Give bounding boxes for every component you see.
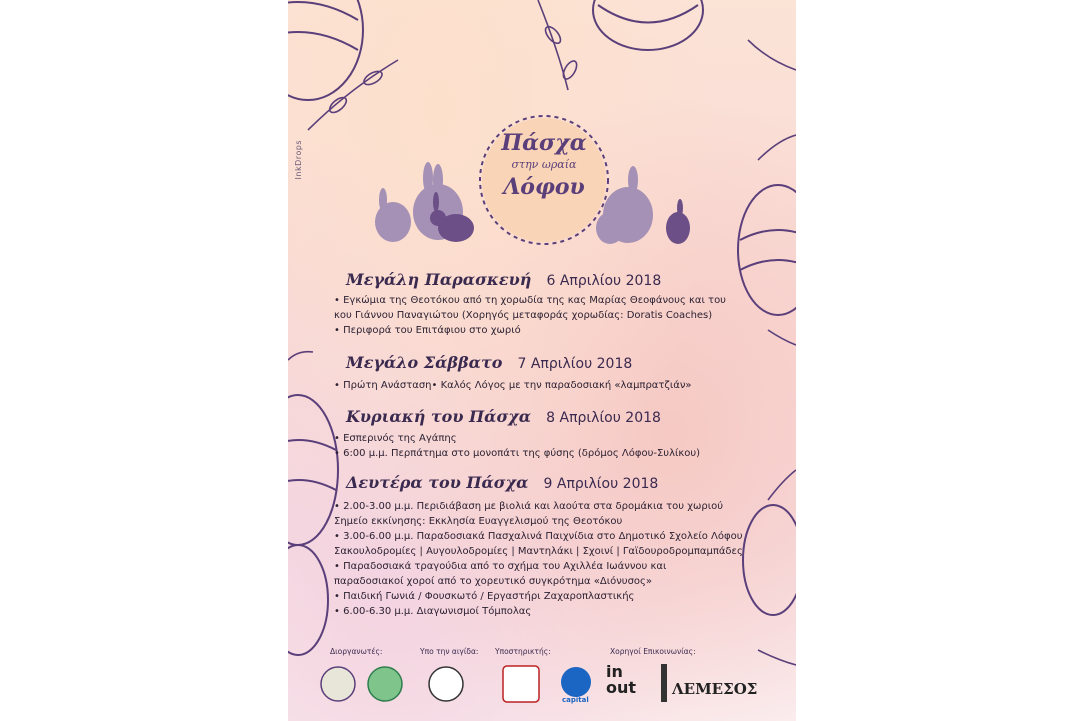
day-items-easter-sunday bbox=[334, 431, 774, 461]
auspices-label: Υπο την αιγίδα: bbox=[420, 647, 479, 656]
organizers-label: Διοργανωτές: bbox=[330, 647, 383, 656]
easter-poster bbox=[288, 0, 796, 721]
list-item: • 6:00 μ.μ. Περπάτημα στο μονοπάτι της φύσης (δρόμος Λόφου-Συλίκου) bbox=[334, 448, 701, 459]
logo-inout-out: out bbox=[606, 678, 637, 697]
list-item: • Εγκώμια της Θεοτόκου από τη χορωδία της κας Μαρίας Θεοφάνους και του bbox=[334, 295, 726, 306]
day-date: 8 Απριλίου 2018 bbox=[546, 410, 661, 426]
logo-lemesos-tower bbox=[661, 664, 667, 702]
logo-organizer-1 bbox=[321, 667, 355, 701]
egg-top-left bbox=[288, 0, 363, 100]
day-date: 9 Απριλίου 2018 bbox=[543, 476, 659, 492]
list-item: • 2.00-3.00 μ.μ. Περιδιάβαση με βιολιά και λαούτα στα δρομάκια του χωριού bbox=[334, 501, 723, 512]
supporters-label: Υποστηρικτής: bbox=[495, 647, 551, 656]
logo-capital bbox=[561, 667, 591, 697]
day-title: Μεγάλη Παρασκευή bbox=[346, 270, 532, 289]
logo-inout-in: in bbox=[606, 662, 623, 681]
logo-lemesos: ΛΕΜΕΣΟΣ bbox=[672, 680, 758, 698]
day-items-holy-saturday bbox=[334, 378, 774, 393]
list-item: • Παιδική Γωνιά / Φουσκωτό / Εργαστήρι Ζαχαροπλαστικής bbox=[334, 591, 635, 602]
day-items-easter-monday bbox=[334, 499, 774, 619]
poster-title bbox=[484, 130, 604, 200]
media-sponsors-label: Χορηγοί Επικοινωνίας: bbox=[610, 647, 696, 656]
logo-auspices bbox=[429, 667, 463, 701]
day-heading-easter-sunday bbox=[346, 407, 661, 426]
list-item: • 3.00-6.00 μ.μ. Παραδοσιακά Πασχαλινά Παιχνίδια στο Δημοτικό Σχολείο Λόφου bbox=[334, 531, 743, 542]
title-line-3: Λόφου bbox=[503, 174, 585, 200]
day-date: 6 Απριλίου 2018 bbox=[546, 273, 662, 289]
list-item: • Πρώτη Ανάσταση• Καλός Λόγος με την παραδοσιακή «λαμπρατζιάν» bbox=[334, 380, 692, 391]
day-heading-good-friday bbox=[346, 270, 661, 289]
day-heading-holy-saturday bbox=[346, 353, 632, 372]
list-item: • Εσπερινός της Αγάπης bbox=[334, 433, 457, 444]
list-item: παραδοσιακοί χοροί από το χορευτικό συγκρότημα «Διόνυσος» bbox=[334, 576, 653, 587]
day-heading-easter-monday bbox=[346, 473, 658, 492]
list-item: • 6.00-6.30 μ.μ. Διαγωνισμοί Τόμπολας bbox=[334, 606, 532, 617]
title-line-1: Πάσχα bbox=[501, 130, 587, 156]
list-item: Σακουλοδρομίες | Αυγουλοδρομίες | Μαντηλάκι | Σχοινί | Γαϊδουροδρομπαμπάδες bbox=[334, 546, 743, 557]
egg-top bbox=[593, 0, 703, 50]
day-title: Δευτέρα του Πάσχα bbox=[346, 473, 529, 492]
list-item: • Παραδοσιακά τραγούδια από το σχήμα του Αχιλλέα Ιωάννου και bbox=[334, 561, 667, 572]
logo-supporter bbox=[503, 666, 539, 702]
list-item: κου Γιάννου Παναγιώτου (Χορηγός μεταφοράς χορωδίας: Doratis Coaches) bbox=[334, 310, 713, 321]
designer-credit: InkDrops bbox=[294, 140, 303, 180]
egg-left bbox=[288, 395, 338, 545]
day-date: 7 Απριλίου 2018 bbox=[517, 356, 633, 372]
egg-bottom-left bbox=[288, 545, 328, 655]
day-title: Μεγάλο Σάββατο bbox=[346, 353, 503, 372]
logo-organizer-2 bbox=[368, 667, 402, 701]
day-title: Κυριακή του Πάσχα bbox=[346, 407, 532, 426]
day-items-good-friday bbox=[334, 293, 774, 338]
logo-capital-text: capital bbox=[562, 696, 589, 704]
list-item: • Περιφορά του Επιτάφιου στο χωριό bbox=[334, 325, 521, 336]
list-item: Σημείο εκκίνησης: Εκκλησία Ευαγγελισμού της Θεοτόκου bbox=[334, 516, 623, 527]
title-line-2: στην ωραία bbox=[511, 158, 577, 171]
